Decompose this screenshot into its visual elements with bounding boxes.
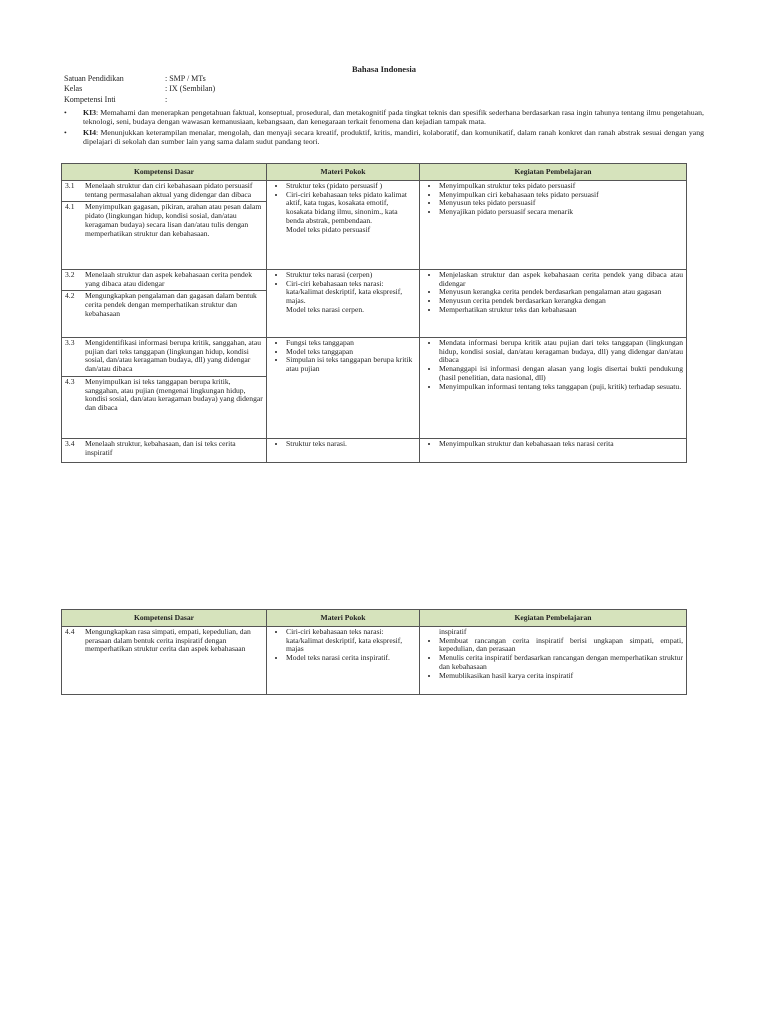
kd-cell	[62, 627, 267, 695]
meta-label: Kelas	[64, 84, 83, 94]
kd-item	[62, 376, 266, 413]
materi-cell	[267, 627, 420, 695]
list-item: • Ciri-ciri kebahasaan teks narasi: kata/kalimat deskriptif, kata ekspresif, majas	[286, 628, 416, 654]
list-item: • Membuat rancangan cerita inspiratif berisi ungkapan simpati, empati, kepedulian, dan perasaan	[439, 637, 683, 654]
table-row	[62, 627, 687, 695]
kd-item	[65, 271, 263, 288]
meta-row-core-competence	[64, 95, 215, 105]
kd-cell	[62, 181, 267, 270]
kd-number: 4.1	[65, 202, 75, 212]
meta-row-class	[64, 84, 215, 94]
list-item: • Menyusun cerita pendek berdasarkan kerangka dengan	[439, 297, 683, 306]
kegiatan-continuation: inspiratif	[439, 627, 467, 636]
list-item: • Menulis cerita inspiratif berdasarkan rancangan dengan memperhatikan struktur dan kebahasaan	[439, 654, 683, 671]
list-item: • Struktur teks narasi.	[286, 440, 416, 449]
kegiatan-cell	[420, 181, 687, 270]
table-row	[62, 439, 687, 463]
identity-block	[64, 74, 215, 105]
header-kegiatan: Kegiatan Pembelajaran	[420, 610, 687, 627]
materi-cell	[267, 181, 420, 270]
ki-code: KI3	[83, 108, 96, 117]
kd-number: 3.4	[65, 439, 75, 448]
ki-code: KI4	[83, 127, 96, 137]
materi-extra: Model teks pidato persuasif	[286, 224, 371, 234]
kd-text: Menyimpulkan isi teks tanggapan berupa kritik, sanggahan, atau pujian (mengenai lingkungan hidup, kondisi sosial, dan/atau keragaman budaya) yang didengar dan dibaca	[85, 376, 263, 412]
meta-label: Kompetensi Inti	[64, 94, 116, 104]
meta-label: Satuan Pendidikan	[64, 74, 124, 83]
list-item: • Model teks tanggapan	[286, 348, 416, 357]
list-item: • Menyajikan pidato persuasif secara menarik	[439, 208, 683, 217]
kd-number: 3.3	[65, 338, 75, 347]
kd-text: Menelaah struktur dan aspek kebahasaan cerita pendek yang dibaca atau didengar	[85, 270, 252, 288]
kd-item	[65, 440, 263, 457]
list-item: • Ciri-ciri kebahasaan teks pidato kalimat aktif, kata tugas, kosakata emotif, kosakata bidang ilmu, sinonim., kata benda abstrak, pembendaan.	[286, 191, 416, 226]
kd-text: Mengungkapkan pengalaman dan gagasan dalam bentuk cerita pendek dengan memperhatikan struktur dan kebahasaan	[85, 291, 257, 318]
header-kd: Kompetensi Dasar	[62, 610, 267, 627]
kegiatan-cell	[420, 439, 687, 463]
kegiatan-cell	[420, 627, 687, 695]
kd-cell	[62, 439, 267, 463]
kd-number: 3.2	[65, 270, 75, 279]
bullet-icon: •	[64, 108, 67, 117]
document-title: Bahasa Indonesia	[351, 64, 416, 74]
bullet-icon: •	[64, 127, 67, 137]
header-materi: Materi Pokok	[267, 164, 420, 181]
kd-text: Mengungkapkan rasa simpati, empati, kepedulian, dan perasaan dalam bentuk cerita inspiratif dengan memperhatikan struktur cerita dan aspek kebahasaan	[85, 627, 251, 654]
header-kd: Kompetensi Dasar	[62, 164, 267, 181]
list-item: • Simpulan isi teks tanggapan berupa kritik atau pujian	[286, 356, 416, 373]
kd-item	[65, 182, 263, 199]
materi-extra: Model teks narasi cerpen.	[286, 304, 365, 314]
materi-cell	[267, 338, 420, 439]
kd-cell	[62, 270, 267, 338]
kd-cell	[62, 338, 267, 439]
kd-text: Menyimpulkan gagasan, pikiran, arahan atau pesan dalam pidato (lingkungan hidup, kondisi sosial, dan/atau keragaman budaya) secara lisan dan/atau tulis dengan memperhatikan struktur dan kebahasaan.	[85, 202, 262, 238]
list-item: • Menyimpulkan struktur teks pidato persuasif	[439, 182, 683, 191]
kd-item	[65, 628, 263, 654]
list-item: • Struktur teks (pidato persuasif )	[286, 182, 416, 191]
list-item: • Struktur teks narasi (cerpen)	[286, 271, 416, 280]
materi-cell	[267, 439, 420, 463]
core-competence-list	[64, 108, 704, 148]
list-item: • Fungsi teks tanggapan	[286, 339, 416, 348]
table-row	[62, 181, 687, 270]
kegiatan-cell	[420, 270, 687, 338]
materi-cell	[267, 270, 420, 338]
kd-text: Mengidentifikasi informasi berupa kritik, sanggahan, atau pujian dari teks tanggapan (lingkungan hidup, kondisi sosial, dan/atau keragaman budaya, dll) yang didengar dan/atau dibaca	[85, 338, 262, 374]
meta-value: : SMP / MTs	[165, 74, 206, 83]
kd-number: 4.2	[65, 291, 75, 301]
kd-number: 4.3	[65, 376, 75, 386]
list-item: • Ciri-ciri kebahasaan teks narasi: kata/kalimat deskriptif, kata ekspresif, majas.	[286, 280, 416, 306]
kd-item	[65, 339, 263, 374]
list-item: • Menjelaskan struktur dan aspek kebahasaan cerita pendek yang dibaca atau didengar	[439, 271, 683, 288]
list-item: • Menyimpulkan ciri kebahasaan teks pidato persuasif	[439, 191, 683, 200]
kd-number: 4.4	[65, 627, 75, 636]
list-item: • Model teks narasi cerita inspiratif.	[286, 654, 416, 663]
kd-item	[62, 290, 266, 318]
table-row	[62, 338, 687, 439]
table-row	[62, 270, 687, 338]
table-header-row	[62, 164, 687, 181]
ki4-item	[64, 128, 704, 147]
ki-text: : Memahami dan menerapkan pengetahuan faktual, konseptual, prosedural, dan metakognitif pada tingkat teknis dan spesifik sederhana berdasarkan rasa ingin tahunya tentang ilmu pengetahuan, teknologi, seni, budaya dengan wawasan kemanusiaan, kebangsaan, dan kenegaraan terkait fenomena dan kejadian tampak mata.	[83, 108, 704, 127]
kd-text: Menelaah struktur dan ciri kebahasaan pidato persuasif tentang permasalahan aktual yang didengar dan dibaca	[85, 181, 253, 199]
competence-table-2	[61, 609, 687, 695]
list-item: • Menyusun teks pidato persuasif	[439, 199, 683, 208]
ki3-item	[64, 108, 704, 127]
kegiatan-cell	[420, 338, 687, 439]
list-item: • Memperhatikan struktur teks dan kebahasaan	[439, 306, 683, 315]
meta-row-school	[64, 74, 215, 84]
list-item: • Menyimpulkan struktur dan kebahasaan teks narasi cerita	[439, 440, 683, 449]
header-materi: Materi Pokok	[267, 610, 420, 627]
kd-text: Menelaah struktur, kebahasaan, dan isi teks cerita inspiratif	[85, 439, 236, 457]
list-item: • Memublikasikan hasil karya cerita inspiratif	[439, 672, 683, 681]
list-item: • Mendata informasi berupa kritik atau pujian dari teks tanggapan (lingkungan hidup, kondisi sosial, dan/atau keragaman budaya, dll) yang didengar dan/atau dibaca	[439, 339, 683, 365]
table-header-row	[62, 610, 687, 627]
kd-number: 3.1	[65, 181, 75, 190]
ki-text: : Menunjukkan keterampilan menalar, mengolah, dan menyaji secara kreatif, produktif, kritis, mandiri, kolaboratif, dan komunikatif, dalam ranah konkret dan ranah abstrak sesuai dengan yang dipelajari di sekolah dan sumber lain yang sama dalam sudut pandang teori.	[83, 127, 704, 147]
list-item: • Menyusun kerangka cerita pendek berdasarkan pengalaman atau gagasan	[439, 288, 683, 297]
competence-table-1	[61, 163, 687, 463]
list-item: • Menanggapi isi informasi dengan alasan yang logis disertai bukti pendukung (hasil penelitian, data nasional, dll)	[439, 365, 683, 382]
header-kegiatan: Kegiatan Pembelajaran	[420, 164, 687, 181]
list-item: • Menyimpulkan informasi tentang teks tanggapan (puji, kritik) terhadap sesuatu.	[439, 383, 683, 392]
meta-value: :	[165, 94, 168, 104]
kd-item	[62, 201, 266, 238]
meta-value: : IX (Sembilan)	[165, 84, 216, 94]
